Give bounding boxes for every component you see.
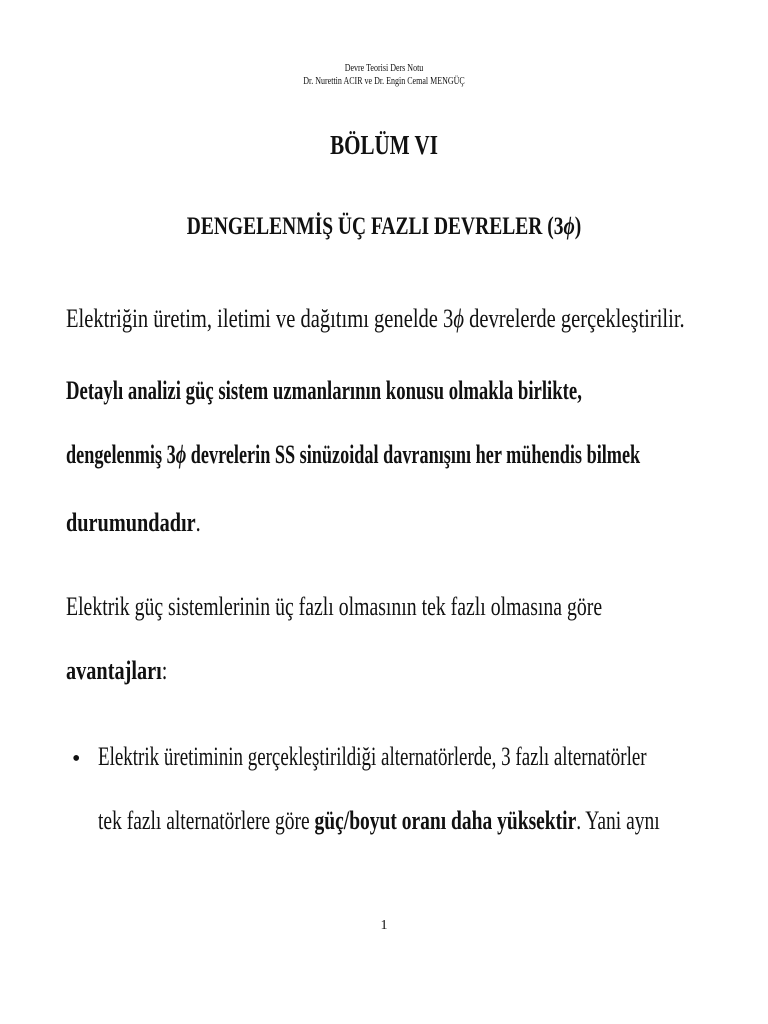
paragraph-line [66,374,703,408]
bullet-line1: Elektrik üretiminin gerçekleştirildiği alternatörlerde, 3 fazlı alternatörler [98,742,647,771]
section-title [84,210,683,244]
text-span: devrelerde gerçekleştirilir. [463,304,685,333]
phi-symbol: ϕ [175,440,187,469]
phi-symbol: ϕ [453,304,464,333]
page-header [77,62,691,88]
paragraph-line [66,506,703,540]
bold-text: durumundadır [66,508,196,537]
text-span: tek fazlı alternatörlere göre [98,806,315,835]
chapter-title: BÖLÜM VI [330,130,438,160]
page-number: 1 [380,918,388,933]
phi-symbol: ϕ [563,213,575,240]
section-title-text: DENGELENMİŞ ÜÇ FAZLI DEVRELER (3 [186,213,564,240]
paragraph1-line2: Detaylı analizi güç sistem uzmanlarının konusu olmakla birlikte, [66,376,582,405]
paragraph1-line4 [66,506,201,540]
bold-text: avantajları [66,656,162,685]
bullet-icon: • [72,746,81,772]
paragraph-line [66,590,703,624]
paragraph1-line3 [66,438,640,472]
paragraph2-line2 [66,654,167,688]
text-span: devrelerin SS sinüzoidal davranışını her mühendis bilmek [186,440,641,469]
text-span: dengelenmiş 3 [66,440,176,469]
paragraph1-line1 [66,302,685,336]
paragraph-line [66,438,703,472]
paragraph-line [66,654,703,688]
bullet-line [98,740,704,774]
paragraph-line [66,302,703,336]
header-authors: Dr. Nurettin ACIR ve Dr. Engin Cemal MENGÜÇ [303,76,465,87]
bold-text: güç/boyut oranı daha yüksektir [314,806,577,835]
bullet-line [98,804,704,838]
section-title-close: ) [574,213,582,240]
text-span: . Yani aynı [576,806,660,835]
paragraph2-line1: Elektrik güç sistemlerinin üç fazlı olmasının tek fazlı olmasına göre [66,592,603,621]
text-span: . [195,508,201,537]
header-course-title: Devre Teorisi Ders Notu [344,63,424,74]
text-span: : [161,656,168,685]
text-span: Elektriğin üretim, iletimi ve dağıtımı genelde 3 [66,304,454,333]
bullet-line2 [98,804,660,838]
